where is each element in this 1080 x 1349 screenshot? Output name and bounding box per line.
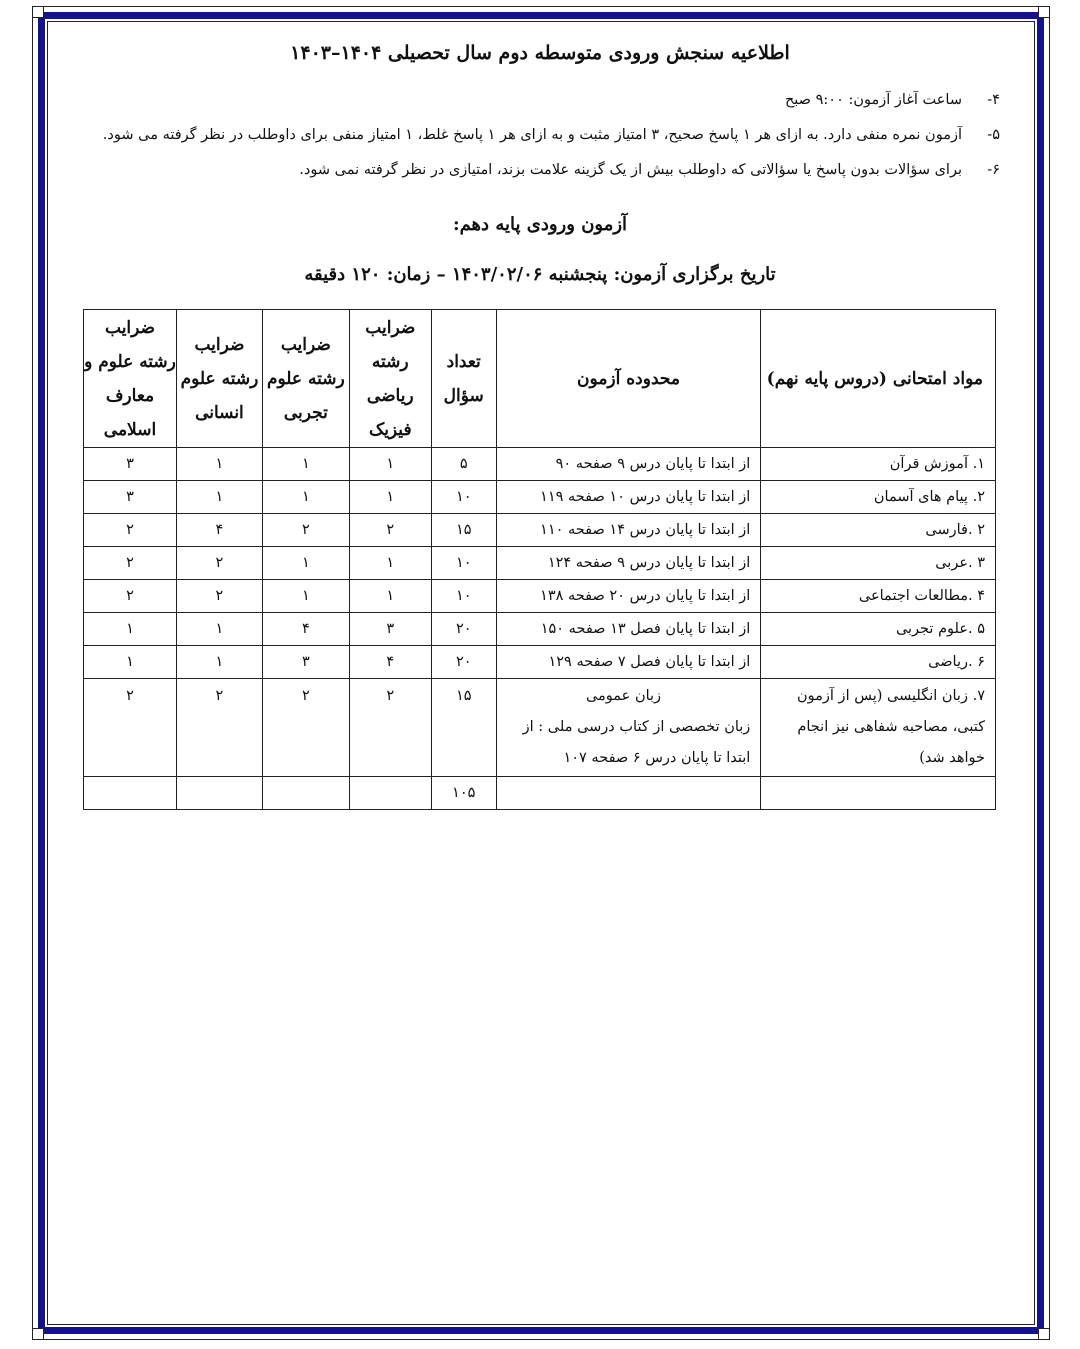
table-row	[84, 514, 996, 547]
cell-subject: ۵ .علوم تجربی	[761, 613, 996, 646]
corner-ornament	[32, 6, 44, 18]
cell-range: از ابتدا تا پایان فصل ۷ صفحه ۱۲۹	[496, 646, 761, 679]
cell-count: ۱۰	[431, 481, 496, 514]
corner-ornament	[1038, 6, 1050, 18]
note-item	[100, 160, 1000, 180]
cell-count: ۱۵	[431, 514, 496, 547]
header-isl-coef: ضرایب رشته علوم و معارف اسلامی	[84, 310, 177, 448]
cell-count: ۱۵	[431, 679, 496, 777]
cell-range: از ابتدا تا پایان فصل ۱۳ صفحه ۱۵۰	[496, 613, 761, 646]
note-text: برای سؤالات بدون پاسخ یا سؤالاتی که داوطلب بیش از یک گزینه علامت بزند، امتیازی در نظر گرفته نمی شود.	[299, 162, 962, 178]
cell-subject: ۱. آموزش قرآن	[761, 448, 996, 481]
cell-math: ۲	[349, 514, 431, 547]
cell-subject: ۶ .ریاضی	[761, 646, 996, 679]
subject-line: خواهد شد)	[919, 750, 985, 766]
cell-subject: ۴ .مطالعات اجتماعی	[761, 580, 996, 613]
cell-isl: ۲	[84, 547, 177, 580]
cell-count: ۱۰	[431, 547, 496, 580]
cell-subject: ۳ .عربی	[761, 547, 996, 580]
cell-hum: ۲	[176, 679, 262, 777]
note-text: ساعت آغاز آزمون: ۹:۰۰ صبح	[784, 92, 962, 108]
cell-count: ۵	[431, 448, 496, 481]
cell-isl: ۱	[84, 646, 177, 679]
header-count: تعداد سؤال	[431, 310, 496, 448]
corner-ornament	[32, 1328, 44, 1340]
cell-math: ۳	[349, 613, 431, 646]
cell-empty	[262, 777, 349, 810]
table-row	[84, 481, 996, 514]
cell-exp: ۱	[262, 580, 349, 613]
header-hum-coef: ضرایب رشته علوم انسانی	[176, 310, 262, 448]
table-row	[84, 547, 996, 580]
cell-count: ۲۰	[431, 613, 496, 646]
exam-date-line: تاریخ برگزاری آزمون: پنجشنبه ۱۴۰۳/۰۲/۰۶ – زمان: ۱۲۰ دقیقه	[304, 264, 776, 285]
cell-subject: ۲. پیام های آسمان	[761, 481, 996, 514]
cell-isl: ۲	[84, 580, 177, 613]
cell-math: ۲	[349, 679, 431, 777]
cell-isl: ۲	[84, 679, 177, 777]
section-title: آزمون ورودی پایه دهم:	[452, 214, 628, 235]
cell-subject	[761, 679, 996, 777]
cell-empty	[496, 777, 761, 810]
notes-list	[100, 90, 1000, 195]
cell-exp: ۴	[262, 613, 349, 646]
cell-exp: ۲	[262, 514, 349, 547]
cell-exp: ۱	[262, 547, 349, 580]
header-exp-coef: ضرایب رشته علوم تجربی	[262, 310, 349, 448]
header-range: محدوده آزمون	[496, 310, 761, 448]
cell-math: ۱	[349, 481, 431, 514]
cell-hum: ۴	[176, 514, 262, 547]
cell-range: از ابتدا تا پایان درس ۹ صفحه ۱۲۴	[496, 547, 761, 580]
cell-hum: ۱	[176, 613, 262, 646]
cell-range	[496, 679, 761, 777]
cell-empty	[84, 777, 177, 810]
cell-isl: ۳	[84, 481, 177, 514]
table-row	[84, 580, 996, 613]
cell-isl: ۳	[84, 448, 177, 481]
header-math-coef: ضرایب رشته ریاضی فیزیک	[349, 310, 431, 448]
cell-count: ۲۰	[431, 646, 496, 679]
cell-hum: ۲	[176, 580, 262, 613]
cell-exp: ۳	[262, 646, 349, 679]
cell-range: از ابتدا تا پایان درس ۲۰ صفحه ۱۳۸	[496, 580, 761, 613]
table-row	[84, 613, 996, 646]
cell-total-count: ۱۰۵	[431, 777, 496, 810]
cell-subject: ۲ .فارسی	[761, 514, 996, 547]
subject-line: ۷. زبان انگلیسی (پس از آزمون	[797, 688, 985, 704]
cell-empty	[176, 777, 262, 810]
note-number: ۵-	[987, 127, 1000, 143]
note-text: آزمون نمره منفی دارد. به ازای هر ۱ پاسخ صحیح، ۳ امتیاز مثبت و به ازای هر ۱ پاسخ غلط، ۱ امتیاز منفی برای داوطلب در نظر گرفته می شود.	[102, 127, 962, 143]
note-item	[100, 125, 1000, 145]
note-item	[100, 90, 1000, 110]
exam-table	[83, 309, 996, 810]
cell-isl: ۱	[84, 613, 177, 646]
cell-exp: ۱	[262, 448, 349, 481]
note-number: ۶-	[987, 162, 1000, 178]
table-header-row	[84, 310, 996, 448]
cell-exp: ۱	[262, 481, 349, 514]
cell-hum: ۲	[176, 547, 262, 580]
note-number: ۴-	[987, 92, 1000, 108]
cell-math: ۴	[349, 646, 431, 679]
cell-range: از ابتدا تا پایان درس ۹ صفحه ۹۰	[496, 448, 761, 481]
cell-hum: ۱	[176, 646, 262, 679]
cell-range: از ابتدا تا پایان درس ۱۰ صفحه ۱۱۹	[496, 481, 761, 514]
cell-math: ۱	[349, 580, 431, 613]
cell-empty	[761, 777, 996, 810]
cell-math: ۱	[349, 448, 431, 481]
table-row-total	[84, 777, 996, 810]
range-line: زبان عمومی	[585, 688, 662, 704]
corner-ornament	[1038, 1328, 1050, 1340]
table-row-english	[84, 679, 996, 777]
cell-isl: ۲	[84, 514, 177, 547]
range-line: زبان تخصصی از کتاب درسی ملی : از	[522, 719, 751, 735]
page-title: اطلاعیه سنجش ورودی متوسطه دوم سال تحصیلی ۱۴۰۴–۱۴۰۳	[290, 42, 790, 64]
table-row	[84, 646, 996, 679]
header-subject: مواد امتحانی (دروس پایه نهم)	[761, 310, 996, 448]
table-row	[84, 448, 996, 481]
cell-count: ۱۰	[431, 580, 496, 613]
range-line: ابتدا تا پایان درس ۶ صفحه ۱۰۷	[563, 750, 751, 766]
cell-math: ۱	[349, 547, 431, 580]
cell-empty	[349, 777, 431, 810]
subject-line: کتبی، مصاحبه شفاهی نیز انجام	[797, 719, 985, 735]
cell-range: از ابتدا تا پایان درس ۱۴ صفحه ۱۱۰	[496, 514, 761, 547]
cell-hum: ۱	[176, 481, 262, 514]
cell-hum: ۱	[176, 448, 262, 481]
cell-exp: ۲	[262, 679, 349, 777]
